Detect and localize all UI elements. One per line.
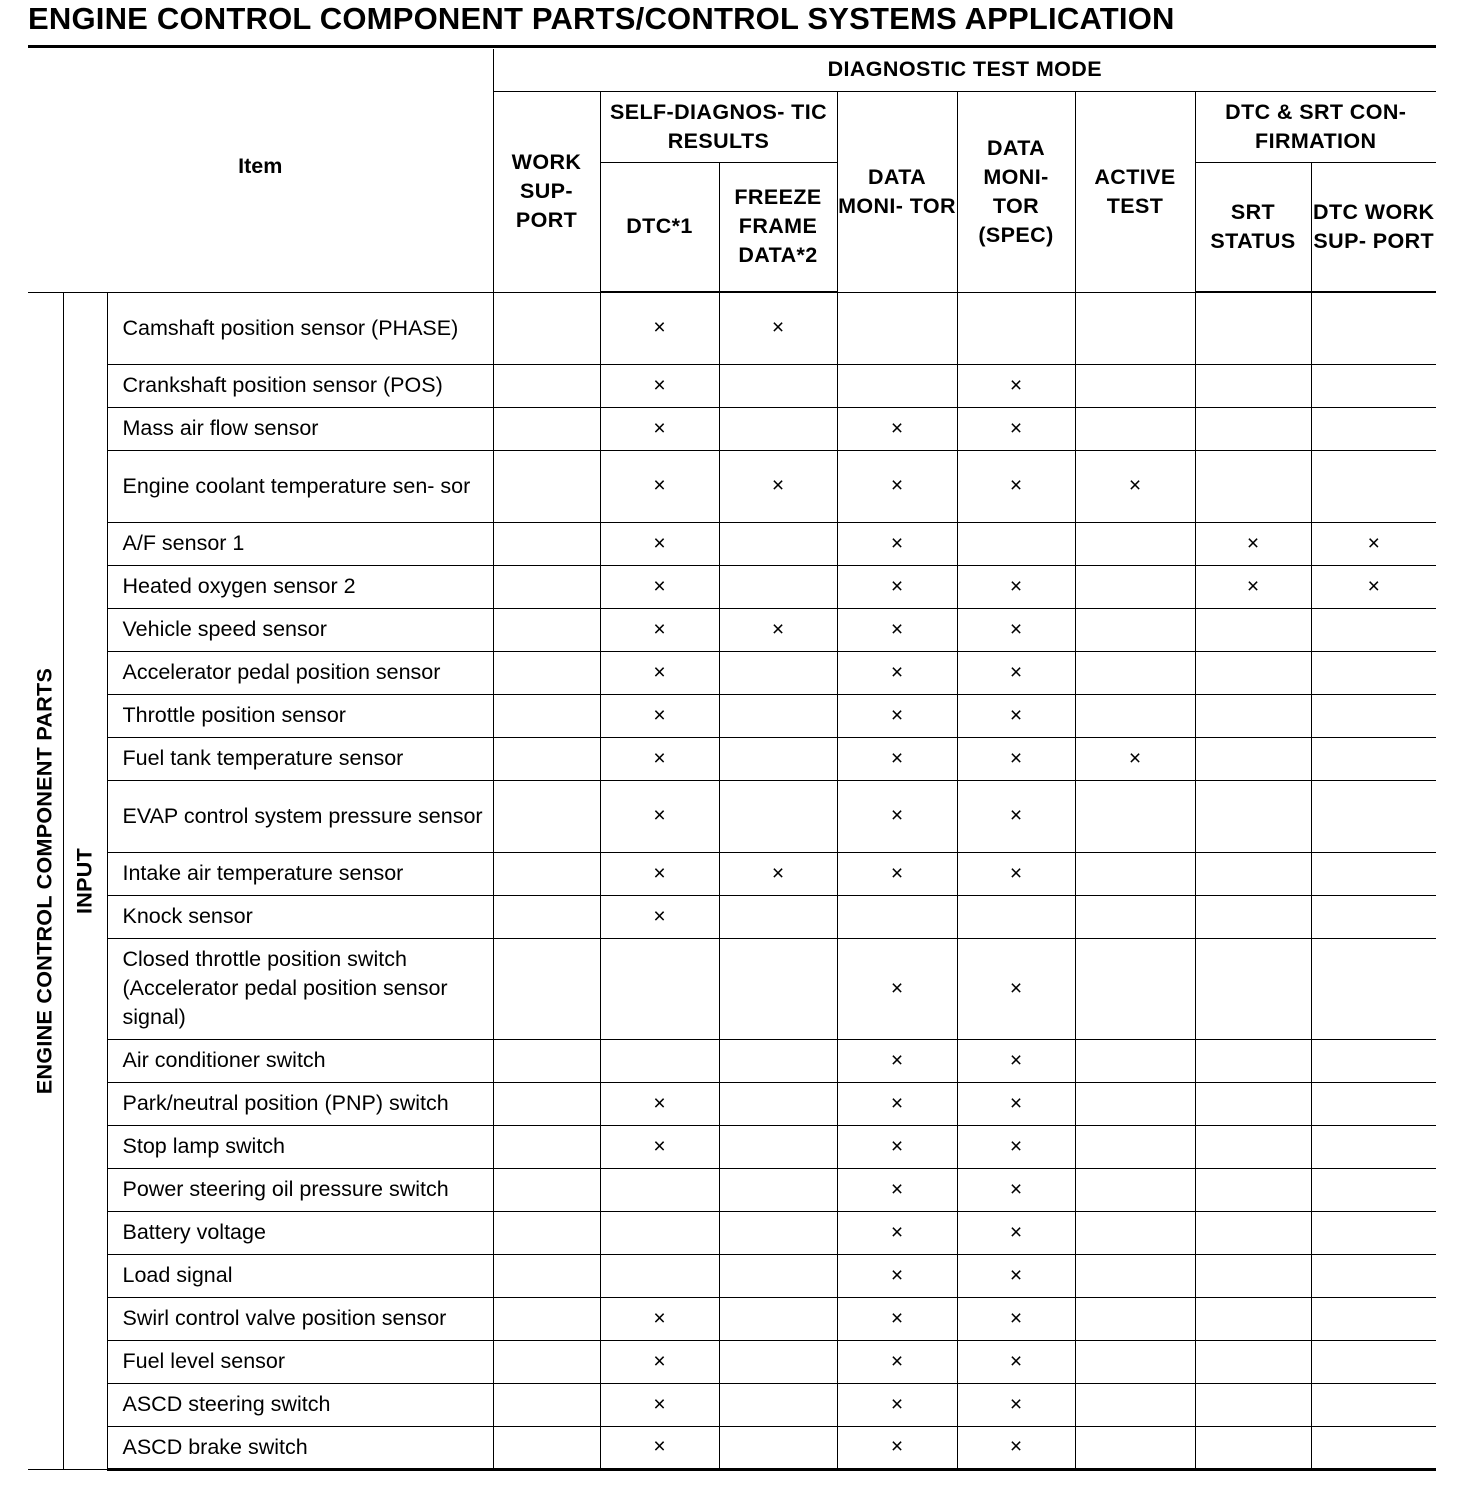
cell-data-monitor-spec: × — [957, 1297, 1075, 1340]
cell-active-test — [1075, 1383, 1195, 1426]
cell-data-monitor-spec: × — [957, 608, 1075, 651]
cell-srt-status — [1195, 780, 1311, 852]
cell-data-monitor-spec: × — [957, 780, 1075, 852]
header-work-support: WORK SUP- PORT — [493, 91, 600, 292]
cell-work-support — [493, 1211, 600, 1254]
cell-data-monitor-spec: × — [957, 1383, 1075, 1426]
cell-dtc-work-support — [1311, 1168, 1436, 1211]
cell-work-support — [493, 1340, 600, 1383]
cell-srt-status — [1195, 608, 1311, 651]
cell-data-monitor: × — [837, 1426, 957, 1469]
cell-dtc-work-support — [1311, 407, 1436, 450]
cell-dtc: × — [600, 292, 719, 364]
cell-freeze-frame-data — [719, 1125, 837, 1168]
cell-freeze-frame-data — [719, 1039, 837, 1082]
cell-work-support — [493, 1039, 600, 1082]
cell-data-monitor-spec: × — [957, 737, 1075, 780]
cell-dtc-work-support — [1311, 651, 1436, 694]
row-item-label: A/F sensor 1 — [107, 522, 493, 565]
cell-data-monitor-spec — [957, 522, 1075, 565]
table-row — [28, 737, 1436, 780]
group-engine-control-component-parts — [28, 292, 63, 1469]
row-item-label: Engine coolant temperature sen- sor — [107, 450, 493, 522]
cell-dtc: × — [600, 1125, 719, 1168]
cell-active-test — [1075, 407, 1195, 450]
cell-data-monitor-spec: × — [957, 938, 1075, 1039]
cell-srt-status — [1195, 1039, 1311, 1082]
header-diagnostic-test-mode: DIAGNOSTIC TEST MODE — [493, 49, 1436, 91]
cell-freeze-frame-data — [719, 1168, 837, 1211]
cell-dtc: × — [600, 407, 719, 450]
table-row — [28, 694, 1436, 737]
cell-freeze-frame-data — [719, 1297, 837, 1340]
header-data-monitor: DATA MONI- TOR — [837, 91, 957, 292]
cell-freeze-frame-data — [719, 522, 837, 565]
cell-active-test — [1075, 895, 1195, 938]
cell-work-support — [493, 737, 600, 780]
row-item-label: Load signal — [107, 1254, 493, 1297]
row-item-label: Power steering oil pressure switch — [107, 1168, 493, 1211]
cell-freeze-frame-data — [719, 938, 837, 1039]
group-inner-label: INPUT — [72, 847, 97, 914]
row-item-label: Heated oxygen sensor 2 — [107, 565, 493, 608]
cell-dtc: × — [600, 1297, 719, 1340]
cell-data-monitor-spec: × — [957, 364, 1075, 407]
cell-work-support — [493, 1125, 600, 1168]
table-row — [28, 407, 1436, 450]
header-dtc-srt-confirmation: DTC & SRT CON- FIRMATION — [1195, 91, 1436, 162]
cell-freeze-frame-data — [719, 895, 837, 938]
table-row — [28, 565, 1436, 608]
header-freeze-frame-data: FREEZE FRAME DATA*2 — [719, 162, 837, 292]
cell-dtc: × — [600, 694, 719, 737]
table-row — [28, 1125, 1436, 1168]
cell-freeze-frame-data — [719, 1254, 837, 1297]
cell-freeze-frame-data — [719, 1082, 837, 1125]
cell-work-support — [493, 895, 600, 938]
row-item-label: Intake air temperature sensor — [107, 852, 493, 895]
cell-srt-status — [1195, 292, 1311, 364]
cell-freeze-frame-data — [719, 565, 837, 608]
cell-srt-status — [1195, 1426, 1311, 1469]
header-active-test: ACTIVE TEST — [1075, 91, 1195, 292]
header-item-label: Item — [238, 154, 283, 178]
table-body — [28, 292, 1436, 1469]
cell-data-monitor-spec: × — [957, 1082, 1075, 1125]
table-row — [28, 1168, 1436, 1211]
cell-dtc: × — [600, 1340, 719, 1383]
cell-data-monitor — [837, 895, 957, 938]
cell-freeze-frame-data — [719, 651, 837, 694]
cell-data-monitor: × — [837, 1168, 957, 1211]
cell-dtc: × — [600, 852, 719, 895]
cell-data-monitor: × — [837, 651, 957, 694]
application-table — [28, 49, 1436, 1471]
cell-data-monitor: × — [837, 737, 957, 780]
cell-active-test — [1075, 1340, 1195, 1383]
cell-data-monitor-spec: × — [957, 450, 1075, 522]
cell-srt-status — [1195, 1082, 1311, 1125]
cell-data-monitor-spec: × — [957, 1168, 1075, 1211]
cell-active-test — [1075, 292, 1195, 364]
cell-work-support — [493, 1297, 600, 1340]
cell-data-monitor: × — [837, 407, 957, 450]
cell-dtc: × — [600, 895, 719, 938]
cell-dtc-work-support — [1311, 1125, 1436, 1168]
cell-srt-status — [1195, 895, 1311, 938]
group-outer-label: ENGINE CONTROL COMPONENT PARTS — [32, 667, 57, 1094]
cell-data-monitor-spec: × — [957, 1211, 1075, 1254]
cell-data-monitor: × — [837, 1383, 957, 1426]
cell-dtc: × — [600, 450, 719, 522]
cell-srt-status — [1195, 364, 1311, 407]
cell-dtc: × — [600, 737, 719, 780]
table-row — [28, 852, 1436, 895]
cell-active-test — [1075, 1125, 1195, 1168]
row-item-label: Accelerator pedal position sensor — [107, 651, 493, 694]
cell-active-test — [1075, 1039, 1195, 1082]
cell-active-test — [1075, 938, 1195, 1039]
cell-work-support — [493, 292, 600, 364]
cell-srt-status — [1195, 694, 1311, 737]
cell-active-test — [1075, 694, 1195, 737]
cell-freeze-frame-data — [719, 1211, 837, 1254]
cell-dtc-work-support — [1311, 1383, 1436, 1426]
title-rule — [28, 45, 1436, 48]
cell-work-support — [493, 1383, 600, 1426]
row-item-label: Knock sensor — [107, 895, 493, 938]
cell-data-monitor: × — [837, 1340, 957, 1383]
cell-freeze-frame-data — [719, 737, 837, 780]
cell-data-monitor: × — [837, 1297, 957, 1340]
cell-data-monitor-spec: × — [957, 852, 1075, 895]
cell-data-monitor-spec: × — [957, 1426, 1075, 1469]
cell-data-monitor: × — [837, 1082, 957, 1125]
cell-active-test — [1075, 1254, 1195, 1297]
table-row — [28, 1082, 1436, 1125]
cell-dtc — [600, 1168, 719, 1211]
cell-dtc-work-support: × — [1311, 565, 1436, 608]
cell-dtc-work-support — [1311, 292, 1436, 364]
cell-dtc-work-support — [1311, 737, 1436, 780]
cell-active-test — [1075, 780, 1195, 852]
cell-srt-status: × — [1195, 565, 1311, 608]
cell-srt-status — [1195, 651, 1311, 694]
cell-data-monitor: × — [837, 1125, 957, 1168]
cell-work-support — [493, 522, 600, 565]
header-srt-status: SRT STATUS — [1195, 162, 1311, 292]
cell-data-monitor: × — [837, 938, 957, 1039]
cell-dtc: × — [600, 1426, 719, 1469]
cell-active-test — [1075, 1211, 1195, 1254]
header-dtc: DTC*1 — [600, 162, 719, 292]
row-item-label: Park/neutral position (PNP) switch — [107, 1082, 493, 1125]
cell-data-monitor: × — [837, 1211, 957, 1254]
cell-active-test — [1075, 1426, 1195, 1469]
cell-data-monitor: × — [837, 852, 957, 895]
table-row — [28, 1426, 1436, 1469]
row-item-label: Crankshaft position sensor (POS) — [107, 364, 493, 407]
cell-dtc-work-support — [1311, 1211, 1436, 1254]
header-data-monitor-spec: DATA MONI- TOR (SPEC) — [957, 91, 1075, 292]
group-input — [63, 292, 107, 1469]
cell-work-support — [493, 852, 600, 895]
cell-dtc-work-support — [1311, 608, 1436, 651]
cell-dtc: × — [600, 1082, 719, 1125]
cell-active-test — [1075, 565, 1195, 608]
cell-work-support — [493, 565, 600, 608]
cell-dtc: × — [600, 565, 719, 608]
cell-work-support — [493, 1168, 600, 1211]
cell-dtc-work-support — [1311, 364, 1436, 407]
row-item-label: ASCD brake switch — [107, 1426, 493, 1469]
cell-dtc: × — [600, 608, 719, 651]
row-item-label: Camshaft position sensor (PHASE) — [107, 292, 493, 364]
cell-dtc-work-support — [1311, 694, 1436, 737]
row-item-label: Closed throttle position switch (Accelerator pedal position sensor signal) — [107, 938, 493, 1039]
cell-freeze-frame-data: × — [719, 450, 837, 522]
cell-active-test — [1075, 608, 1195, 651]
cell-active-test: × — [1075, 450, 1195, 522]
cell-srt-status — [1195, 1211, 1311, 1254]
cell-srt-status — [1195, 1168, 1311, 1211]
cell-active-test — [1075, 1168, 1195, 1211]
cell-dtc: × — [600, 780, 719, 852]
row-item-label: ASCD steering switch — [107, 1383, 493, 1426]
cell-srt-status — [1195, 1383, 1311, 1426]
cell-work-support — [493, 1254, 600, 1297]
cell-data-monitor — [837, 364, 957, 407]
cell-dtc — [600, 1254, 719, 1297]
cell-work-support — [493, 651, 600, 694]
table-row — [28, 1039, 1436, 1082]
row-item-label: Fuel tank temperature sensor — [107, 737, 493, 780]
table-row — [28, 651, 1436, 694]
cell-srt-status — [1195, 852, 1311, 895]
cell-freeze-frame-data: × — [719, 608, 837, 651]
cell-freeze-frame-data — [719, 694, 837, 737]
cell-dtc-work-support — [1311, 852, 1436, 895]
table-row — [28, 450, 1436, 522]
cell-work-support — [493, 407, 600, 450]
cell-data-monitor: × — [837, 608, 957, 651]
cell-srt-status — [1195, 938, 1311, 1039]
cell-work-support — [493, 1426, 600, 1469]
table-row — [28, 608, 1436, 651]
cell-srt-status — [1195, 1340, 1311, 1383]
cell-data-monitor-spec — [957, 292, 1075, 364]
cell-active-test — [1075, 522, 1195, 565]
cell-active-test — [1075, 852, 1195, 895]
cell-data-monitor: × — [837, 1039, 957, 1082]
cell-data-monitor-spec: × — [957, 651, 1075, 694]
row-item-label: Stop lamp switch — [107, 1125, 493, 1168]
cell-dtc-work-support — [1311, 780, 1436, 852]
cell-dtc-work-support — [1311, 1426, 1436, 1469]
cell-work-support — [493, 780, 600, 852]
table-row — [28, 1297, 1436, 1340]
cell-srt-status — [1195, 450, 1311, 522]
cell-active-test — [1075, 1297, 1195, 1340]
cell-dtc-work-support — [1311, 450, 1436, 522]
cell-freeze-frame-data — [719, 407, 837, 450]
cell-dtc: × — [600, 651, 719, 694]
cell-data-monitor: × — [837, 780, 957, 852]
row-item-label: Swirl control valve position sensor — [107, 1297, 493, 1340]
row-item-label: Air conditioner switch — [107, 1039, 493, 1082]
cell-freeze-frame-data: × — [719, 852, 837, 895]
cell-data-monitor: × — [837, 522, 957, 565]
cell-freeze-frame-data — [719, 1340, 837, 1383]
cell-dtc: × — [600, 364, 719, 407]
header-dtc-work-support: DTC WORK SUP- PORT — [1311, 162, 1436, 292]
cell-dtc-work-support — [1311, 1254, 1436, 1297]
cell-freeze-frame-data — [719, 780, 837, 852]
table-row — [28, 364, 1436, 407]
cell-freeze-frame-data — [719, 1383, 837, 1426]
cell-dtc-work-support — [1311, 895, 1436, 938]
cell-freeze-frame-data — [719, 364, 837, 407]
cell-srt-status — [1195, 407, 1311, 450]
cell-work-support — [493, 608, 600, 651]
cell-data-monitor: × — [837, 565, 957, 608]
table-row — [28, 1340, 1436, 1383]
cell-dtc-work-support — [1311, 1297, 1436, 1340]
table-row — [28, 895, 1436, 938]
cell-dtc-work-support — [1311, 1082, 1436, 1125]
table-row — [28, 1383, 1436, 1426]
cell-dtc — [600, 938, 719, 1039]
cell-active-test — [1075, 1082, 1195, 1125]
page-title: ENGINE CONTROL COMPONENT PARTS/CONTROL SYSTEMS APPLICATION — [28, 1, 1175, 36]
cell-data-monitor — [837, 292, 957, 364]
cell-srt-status — [1195, 1297, 1311, 1340]
cell-dtc — [600, 1039, 719, 1082]
cell-data-monitor-spec: × — [957, 565, 1075, 608]
row-item-label: EVAP control system pressure sensor — [107, 780, 493, 852]
cell-data-monitor-spec: × — [957, 1039, 1075, 1082]
cell-active-test — [1075, 651, 1195, 694]
cell-data-monitor-spec: × — [957, 407, 1075, 450]
row-item-label: Battery voltage — [107, 1211, 493, 1254]
cell-data-monitor: × — [837, 1254, 957, 1297]
cell-active-test — [1075, 364, 1195, 407]
table-row — [28, 780, 1436, 852]
cell-data-monitor: × — [837, 450, 957, 522]
cell-work-support — [493, 450, 600, 522]
table-row — [28, 1254, 1436, 1297]
cell-dtc: × — [600, 1383, 719, 1426]
cell-active-test: × — [1075, 737, 1195, 780]
cell-freeze-frame-data: × — [719, 292, 837, 364]
header-item — [28, 49, 493, 292]
cell-srt-status — [1195, 1254, 1311, 1297]
cell-dtc-work-support — [1311, 1340, 1436, 1383]
cell-data-monitor-spec: × — [957, 1254, 1075, 1297]
cell-data-monitor: × — [837, 694, 957, 737]
cell-dtc-work-support: × — [1311, 522, 1436, 565]
cell-data-monitor-spec: × — [957, 694, 1075, 737]
cell-data-monitor-spec: × — [957, 1125, 1075, 1168]
cell-dtc: × — [600, 522, 719, 565]
cell-data-monitor-spec: × — [957, 1340, 1075, 1383]
table-row — [28, 1211, 1436, 1254]
row-item-label: Mass air flow sensor — [107, 407, 493, 450]
cell-data-monitor-spec — [957, 895, 1075, 938]
cell-srt-status: × — [1195, 522, 1311, 565]
table-row — [28, 938, 1436, 1039]
cell-work-support — [493, 364, 600, 407]
header-self-diagnostic-results: SELF-DIAGNOS- TIC RESULTS — [600, 91, 837, 162]
cell-srt-status — [1195, 1125, 1311, 1168]
table-row — [28, 522, 1436, 565]
cell-work-support — [493, 938, 600, 1039]
cell-srt-status — [1195, 737, 1311, 780]
row-item-label: Fuel level sensor — [107, 1340, 493, 1383]
cell-work-support — [493, 1082, 600, 1125]
table-row — [28, 292, 1436, 364]
cell-dtc-work-support — [1311, 938, 1436, 1039]
cell-dtc — [600, 1211, 719, 1254]
cell-dtc-work-support — [1311, 1039, 1436, 1082]
row-item-label: Vehicle speed sensor — [107, 608, 493, 651]
row-item-label: Throttle position sensor — [107, 694, 493, 737]
cell-freeze-frame-data — [719, 1426, 837, 1469]
cell-work-support — [493, 694, 600, 737]
